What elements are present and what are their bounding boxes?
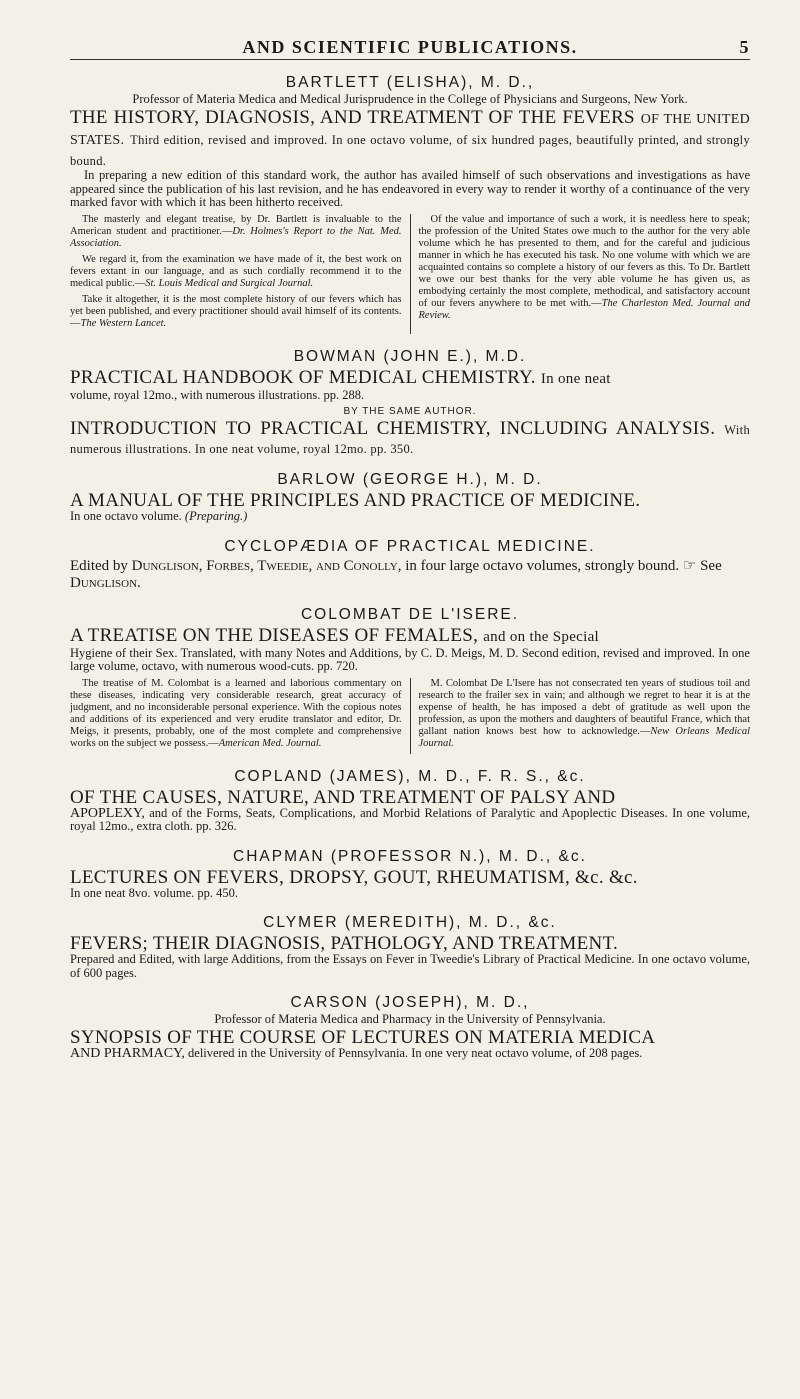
review-quote: The treatise of M. Colombat is a learned and laborious commentary on these diseases, indicating very considerable research, great accuracy of judgment, and no inconsiderable personal experience. With the copious notes and additions of its experienced and very erudite translator and editor, Dr. Meigs, it presents, probably, one of the most complete and comprehensive works on the subject we possess.—American Med. Journal. xyxy=(70,677,402,749)
entry-colombat xyxy=(70,606,750,754)
work-description: Prepared and Edited, with large Additions, from the Essays on Fever in Tweedie's Library of Practical Medicine. In one octavo volume, of 600 pages. xyxy=(70,952,750,980)
work-title: THE HISTORY, DIAGNOSIS, AND TREATMENT OF THE FEVERS OF THE UNITED STATES. Third edition, revised and improved. In one octavo volume, of six hundred pages, beautifully printed, and strongly bound. xyxy=(70,107,750,168)
work-description: In one neat 8vo. volume. pp. 450. xyxy=(70,885,239,900)
review-column-left xyxy=(70,678,411,754)
review-quote: Of the value and importance of such a work, it is needless here to speak; the profession of the United States owe much to the author for the very able volume which he has presented to them, and for the careful and judicious manner in which he has executed his task. No one volume with which we are acquainted contains so complete a history of our fevers as this. To Dr. Bartlett we owe our best thanks for the very able volume he has given us, as embodying certainly the most complete, methodical, and satisfactory account of our fevers anywhere to be met with.—The Charleston Med. Journal and Review. xyxy=(418,213,750,321)
author-affiliation: Professor of Materia Medica and Medical Jurisprudence in the College of Physicians and Surgeons, New York. xyxy=(132,92,688,106)
entry-carson xyxy=(70,994,750,1061)
review-columns xyxy=(70,214,750,334)
work-title-continued: OF THE UNITED STATES. xyxy=(70,112,750,148)
work-description: Hygiene of their Sex. Translated, with many Notes and Additions, by C. D. Meigs, M. D. Second edition, revised and improved. In one large volume, octavo, with numerous wood-cuts. pp. 720. xyxy=(70,645,750,673)
work-description: AND PHARMACY, delivered in the University of Pennsylvania. In one very neat octavo volume, of 208 pages. xyxy=(70,1046,643,1061)
work-title-second: INTRODUCTION TO PRACTICAL CHEMISTRY, INCLUDING ANALYSIS. With numerous illustrations. In one neat volume, royal 12mo. pp. 350. xyxy=(70,418,750,456)
author-heading: CLYMER (MEREDITH), M. D., &c. xyxy=(263,914,557,931)
review-column-left xyxy=(70,214,411,334)
entry-cyclopaedia xyxy=(70,538,750,592)
work-title: SYNOPSIS OF THE COURSE OF LECTURES ON MATERIA MEDICA xyxy=(70,1027,656,1048)
author-heading: BOWMAN (JOHN E.), M.D. xyxy=(293,347,527,365)
entry-bartlett xyxy=(70,74,750,334)
review-column-right xyxy=(411,678,751,754)
review-columns xyxy=(70,678,750,754)
work-description: APOPLEXY, and of the Forms, Seats, Complications, and Morbid Relations of Paralytic and Apoplectic Diseases. In one volume, royal 12mo., extra cloth. pp. 326. xyxy=(70,805,750,833)
author-heading: COPLAND (JAMES), M. D., F. R. S., &c. xyxy=(234,767,586,785)
entry-bowman xyxy=(70,348,750,458)
work-title-tail: In one neat xyxy=(540,370,611,387)
review-quote: The masterly and elegant treatise, by Dr. Bartlett is invaluable to the American student and practitioner.—Dr. Holmes's Report to the Nat. Med. Association. xyxy=(70,213,402,249)
editors-names: Dunglison, Forbes, Tweedie, and Conolly, xyxy=(131,557,402,574)
page-number: 5 xyxy=(739,37,750,57)
entry-barlow xyxy=(70,471,750,524)
editor-line: Edited by Dunglison, Forbes, Tweedie, and Conolly, in four large octavo volumes, strongly bound. ☞ See Dunglison. xyxy=(70,557,722,591)
author-heading: CARSON (JOSEPH), M. D., xyxy=(290,994,530,1011)
work-title-tail: and on the Special xyxy=(483,628,600,645)
editorial-note: In preparing a new edition of this standard work, the author has availed himself of such observations and investigations as have appeared since the publication of his last revision, and he has endeavored in every way to render it worthy of a continuance of the very marked favor with which it has been hitherto received. xyxy=(70,168,750,209)
work-title: FEVERS; THEIR DIAGNOSIS, PATHOLOGY, AND TREATMENT. xyxy=(70,933,619,954)
work-title: A MANUAL OF THE PRINCIPLES AND PRACTICE OF MEDICINE. xyxy=(70,490,641,511)
entry-copland xyxy=(70,768,750,834)
author-heading: COLOMBAT DE L'ISERE. xyxy=(300,605,520,623)
catalog-page xyxy=(70,0,750,1061)
cross-reference: Dunglison. xyxy=(70,574,141,591)
review-quote: M. Colombat De L'Isere has not consecrated ten years of studious toil and research to the frailer sex in vain; and although we regret to hear it is at the expense of health, he has imposed a debt of gratitude as well upon the profession, as upon the mothers and daughters of beautiful France, which that gallant nation knows best how to acknowledge.—New Orleans Medical Journal. xyxy=(418,677,750,749)
work-title: A TREATISE ON THE DISEASES OF FEMALES, and on the Special xyxy=(70,624,600,646)
review-quote: We regard it, from the examination we have made of it, the best work on fevers extant in our language, and as such cordially recommend it to the medical public.—St. Louis Medical and Surgical Journal. xyxy=(70,253,402,289)
entry-chapman xyxy=(70,848,750,901)
work-description-second: With numerous illustrations. In one neat volume, royal 12mo. pp. 350. xyxy=(70,423,750,456)
review-column-right xyxy=(411,214,751,334)
review-quote: Take it altogether, it is the most complete history of our fevers which has yet been published, and every practitioner should avail himself of its contents.—The Western Lancet. xyxy=(70,293,402,329)
author-heading: CYCLOPÆDIA OF PRACTICAL MEDICINE. xyxy=(224,537,596,555)
by-same-author: BY THE SAME AUTHOR. xyxy=(343,406,477,417)
work-description: In one octavo volume. (Preparing.) xyxy=(70,509,248,523)
work-title: OF THE CAUSES, NATURE, AND TREATMENT OF PALSY AND xyxy=(70,786,616,808)
running-head xyxy=(70,0,750,60)
work-title: LECTURES ON FEVERS, DROPSY, GOUT, RHEUMATISM, &c. &c. xyxy=(70,866,638,888)
work-description: volume, royal 12mo., with numerous illustrations. pp. 288. xyxy=(70,387,365,402)
pointing-hand-icon: ☞ xyxy=(682,557,697,574)
author-heading: BARLOW (GEORGE H.), M. D. xyxy=(277,471,543,488)
running-head-title: AND SCIENTIFIC PUBLICATIONS. xyxy=(242,37,578,57)
entry-clymer xyxy=(70,914,750,980)
work-title: PRACTICAL HANDBOOK OF MEDICAL CHEMISTRY. In one neat xyxy=(70,366,611,388)
author-heading: BARTLETT (ELISHA), M. D., xyxy=(285,74,535,91)
author-heading: CHAPMAN (PROFESSOR N.), M. D., &c. xyxy=(233,847,587,865)
work-description: Third edition, revised and improved. In one octavo volume, of six hundred pages, beautifully printed, and strongly bound. xyxy=(70,133,750,168)
author-affiliation: Professor of Materia Medica and Pharmacy in the University of Pennsylvania. xyxy=(214,1012,606,1026)
publication-status: (Preparing.) xyxy=(184,509,248,523)
